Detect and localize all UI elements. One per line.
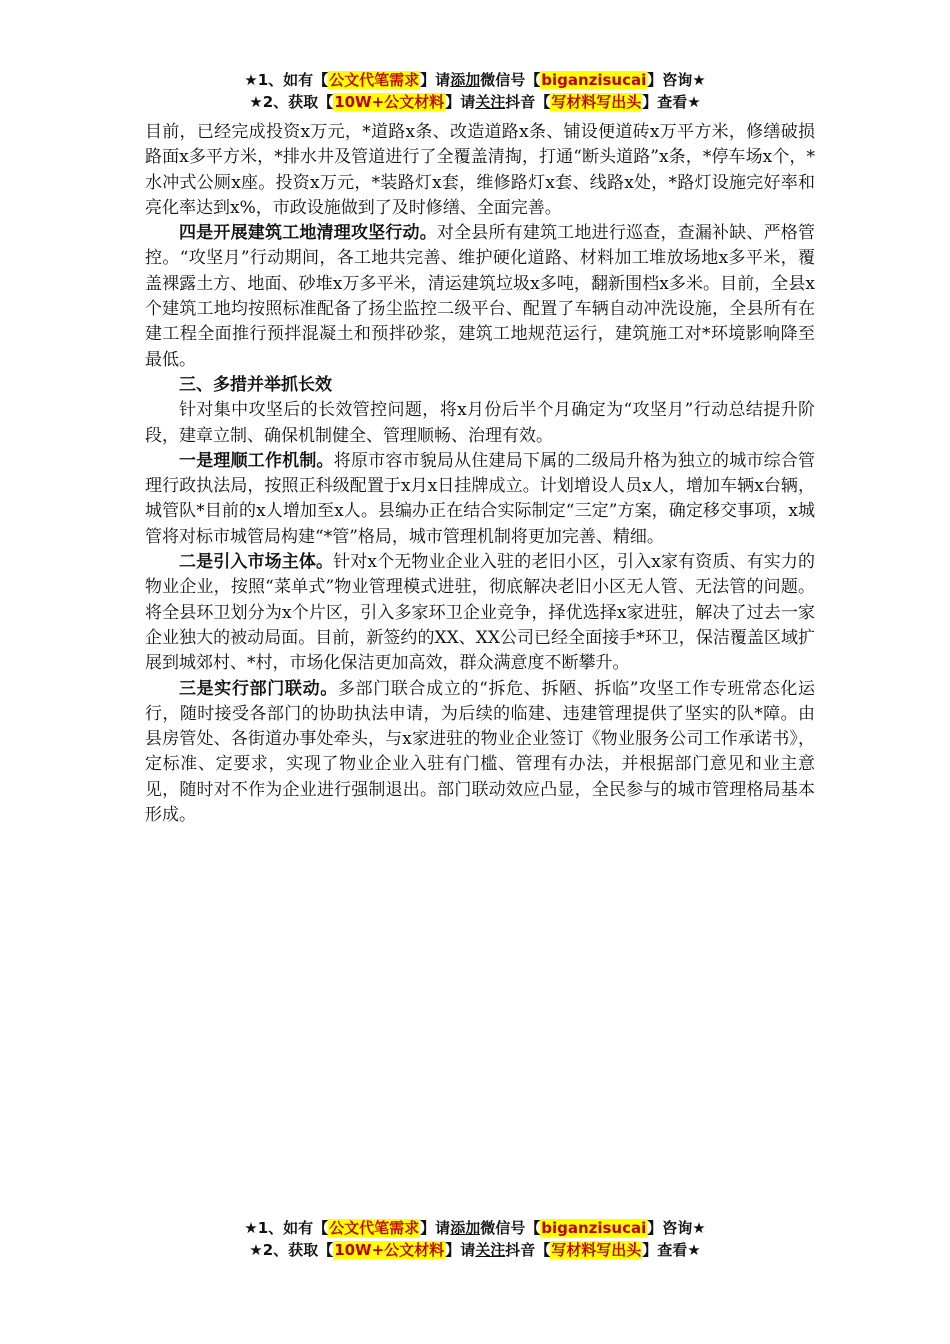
banner-line-1 bbox=[0, 69, 950, 91]
banner-highlight: 公文代笔需求 bbox=[329, 71, 420, 89]
banner-text: 抖音【 bbox=[505, 93, 551, 111]
banner-text: ★1、如有【 bbox=[244, 71, 329, 89]
banner-douyin-name: 写材料写出头 bbox=[551, 93, 642, 111]
banner-highlight: 10W+公文材料 bbox=[334, 1241, 445, 1259]
paragraph-text: 目前，已经完成投资x万元，*道路x条、改造道路x条、铺设便道砖x万平方米，修缮破损路面x多平方米，*排水井及管道进行了全覆盖清掏，打通“断头道路”x条，*停车场x个，*水冲式公厕x座。投资x万元，*装路灯x套，维修路灯x套、线路x处，*路灯设施完好率和亮化率达到x%，市政设施做到了及时修缮、全面完善。 bbox=[145, 122, 815, 218]
banner-line-1 bbox=[0, 1217, 950, 1239]
banner-wechat-id: biganzisucai bbox=[541, 1219, 647, 1237]
banner-text: 】咨询★ bbox=[647, 1219, 706, 1237]
banner-text: ★2、获取【 bbox=[249, 93, 334, 111]
footer-banner bbox=[0, 1217, 950, 1261]
banner-text: 抖音【 bbox=[505, 1241, 551, 1259]
banner-highlight: 公文代笔需求 bbox=[329, 1219, 420, 1237]
banner-text: 】请 bbox=[445, 1241, 476, 1259]
banner-text: 】请 bbox=[420, 71, 451, 89]
banner-text: 】请 bbox=[445, 93, 476, 111]
banner-text: 】查看★ bbox=[642, 93, 701, 111]
banner-text: 】查看★ bbox=[642, 1241, 701, 1259]
paragraph-lead: 四是开展建筑工地清理攻坚行动。 bbox=[179, 223, 437, 244]
paragraph-lead: 一是理顺工作机制。 bbox=[179, 450, 334, 471]
banner-highlight: 10W+公文材料 bbox=[334, 93, 445, 111]
banner-underlined: 关注 bbox=[475, 1241, 506, 1259]
section-heading bbox=[145, 373, 815, 398]
banner-text: 微信号【 bbox=[480, 1219, 541, 1237]
banner-underlined: 关注 bbox=[475, 93, 506, 111]
paragraph-lead: 二是引入市场主体。 bbox=[179, 552, 334, 573]
paragraph bbox=[145, 221, 815, 373]
section-heading-text: 三、多措并举抓长效 bbox=[179, 374, 332, 395]
paragraph-text: 对全县所有建筑工地进行巡查，查漏补缺、严格管控。“攻坚月”行动期间，各工地共完善、维护硬化道路、材料加工堆放场地x多平米，覆盖裸露土方、地面、砂堆x万多平米，清运建筑垃圾x多吨，翻新围档x多米。目前，全县x个建筑工地均按照标准配备了扬尘监控二级平台、配置了车辆自动冲洗设施，全县所有在建工程全面推行预拌混凝土和预拌砂浆，建筑工地规范运行，建筑施工对*环境影响降至最低。 bbox=[145, 223, 816, 370]
banner-text: 】请 bbox=[420, 1219, 451, 1237]
banner-text: 】咨询★ bbox=[647, 71, 706, 89]
banner-text: 微信号【 bbox=[480, 71, 541, 89]
banner-wechat-id: biganzisucai bbox=[541, 71, 647, 89]
paragraph-text: 多部门联合成立的“拆危、拆陋、拆临”攻坚工作专班常态化运行，随时接受各部门的协助执法申请，为后续的临建、违建管理提供了坚实的队*障。由县房管处、各街道办事处牵头，与x家进驻的物业企业签订《物业服务公司工作承诺书》，定标准、定要求，实现了物业企业入驻有门槛、管理有办法，并根据部门意见和业主意见，随时对不作为企业进行强制退出。部门联动效应凸显，全民参与的城市管理格局基本形成。 bbox=[145, 678, 815, 826]
banner-line-2 bbox=[0, 91, 950, 113]
paragraph bbox=[145, 550, 815, 676]
banner-douyin-name: 写材料写出头 bbox=[551, 1241, 642, 1259]
paragraph bbox=[145, 120, 815, 221]
document-body bbox=[145, 120, 815, 828]
paragraph bbox=[145, 398, 815, 449]
paragraph-text: 将原市容市貌局从住建局下属的二级局升格为独立的城市综合管理行政执法局，按照正科级配置于x月x日挂牌成立。计划增设人员x人，增加车辆x台辆，城管队*目前的x人增加至x人。县编办正在结合实际制定“三定”方案，确定移交事项，x城管将对标市城管局构建“*管”格局，城市管理机制将更加完善、精细。 bbox=[145, 450, 815, 547]
paragraph-text: 针对x个无物业企业入驻的老旧小区，引入x家有资质、有实力的物业企业，按照“菜单式”物业管理模式进驻，彻底解决老旧小区无人管、无法管的问题。将全县环卫划分为x个片区，引入多家环卫企业竞争，择优选择x家进驻，解决了过去一家企业独大的被动局面。目前，新签约的XX、XX公司已经全面接手*环卫，保洁覆盖区域扩展到城郊村、*村，市场化保洁更加高效，群众满意度不断攀升。 bbox=[145, 552, 815, 674]
banner-text: ★2、获取【 bbox=[249, 1241, 334, 1259]
banner-line-2 bbox=[0, 1239, 950, 1261]
banner-underlined: 添加 bbox=[450, 71, 481, 89]
paragraph-text: 针对集中攻坚后的长效管控问题，将x月份后半个月确定为“攻坚月”行动总结提升阶段，建章立制、确保机制健全、管理顺畅、治理有效。 bbox=[145, 400, 815, 446]
header-banner bbox=[0, 69, 950, 113]
banner-text: ★1、如有【 bbox=[244, 1219, 329, 1237]
banner-underlined: 添加 bbox=[450, 1219, 481, 1237]
paragraph bbox=[145, 449, 815, 550]
paragraph bbox=[145, 677, 815, 829]
paragraph-lead: 三是实行部门联动。 bbox=[179, 678, 338, 699]
